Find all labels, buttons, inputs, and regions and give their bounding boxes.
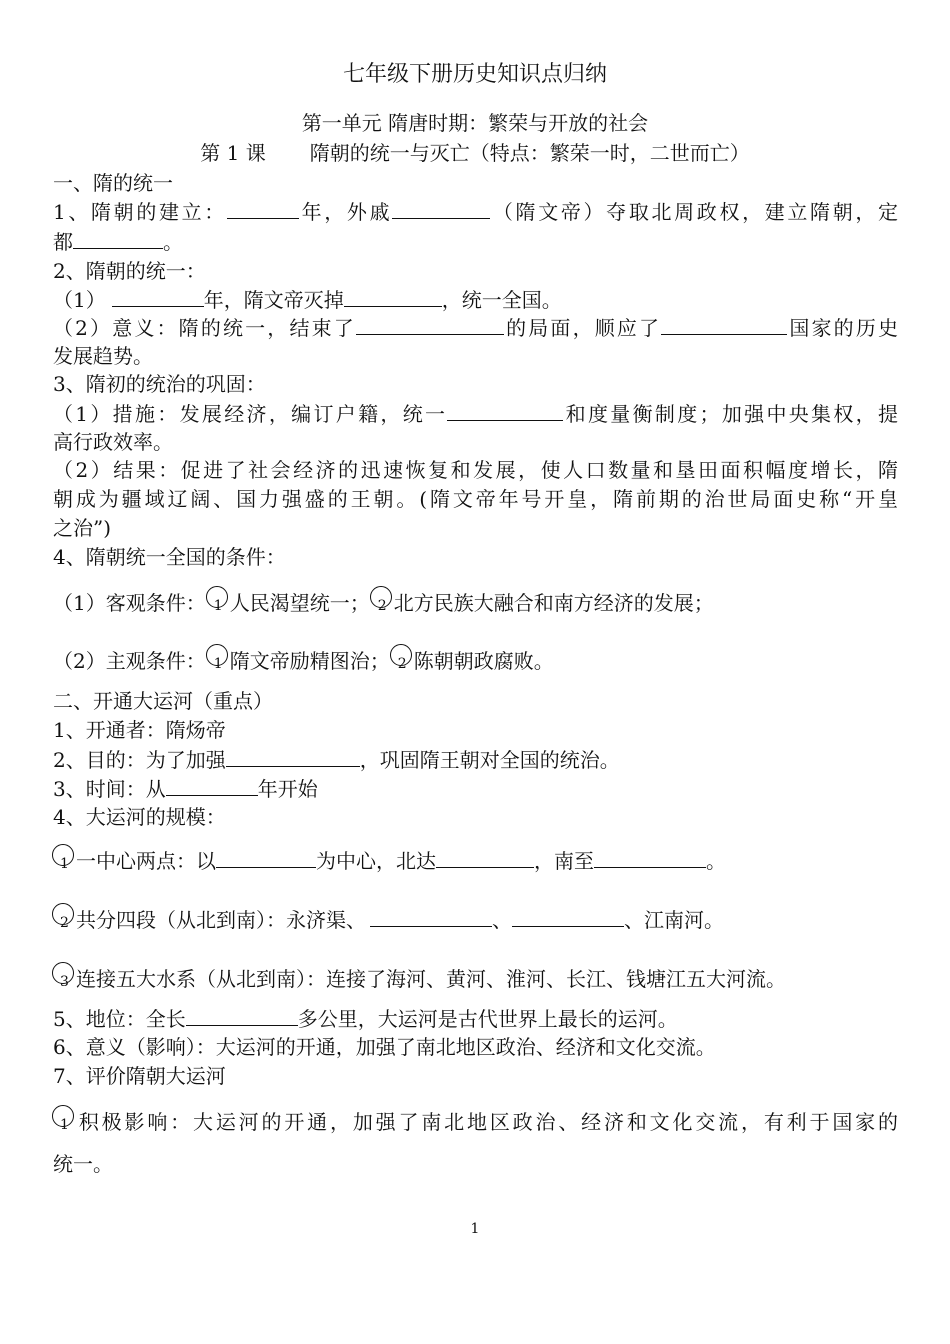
lesson-name: 隋朝的统一与灭亡（特点：繁荣一时，二世而亡）: [309, 141, 750, 165]
circled-number-icon: 2: [52, 903, 76, 933]
circled-number-icon: 1: [206, 586, 230, 616]
item-2-6: 6、意义（影响）：大运河的开通，加强了南北地区政治、经济和文化交流。: [53, 1035, 716, 1059]
fill-blank[interactable]: [661, 314, 787, 335]
item-1-3-2: （2）结果：促进了社会经济的迅速恢复和发展，使人口数量和垦田面积幅度增长，隋: [53, 458, 898, 482]
evaluation-point-1: 1 积极影响：大运河的开通，加强了南北地区政治、经济和文化交流，有利于国家的: [52, 1105, 898, 1135]
item-2-7: 7、评价隋朝大运河: [53, 1064, 226, 1088]
item-1-3: 3、隋初的统治的巩固：: [53, 372, 266, 396]
circled-number-icon: 1: [52, 1105, 76, 1135]
fill-blank[interactable]: [392, 198, 490, 219]
fill-blank[interactable]: [594, 847, 706, 868]
section-1-heading: 一、隋的统一: [53, 171, 173, 195]
item-1-2-2-cont: 发展趋势。: [53, 344, 153, 368]
page-number: 1: [470, 1221, 480, 1237]
circled-number-icon: 1: [52, 844, 76, 874]
fill-blank[interactable]: [227, 198, 299, 219]
item-1-3-1: （1）措施：发展经济，编订户籍，统一 和度量衡制度；加强中央集权，提: [53, 402, 898, 426]
document-title: 七年级下册历史知识点归纳: [342, 62, 607, 87]
fill-blank[interactable]: [73, 228, 163, 249]
item-1-4: 4、隋朝统一全国的条件：: [53, 545, 286, 569]
item-2-1: 1、开通者：隋炀帝: [53, 718, 226, 742]
section-2-heading: 二、开通大运河（重点）: [53, 689, 273, 713]
item-2-2: 2、目的：为了加强 ，巩固隋王朝对全国的统治。: [53, 748, 620, 772]
lesson-number: 第 1 课: [200, 141, 266, 165]
item-1-2-2: （2）意义：隋的统一，结束了 的局面，顺应了 国家的历史: [53, 316, 898, 340]
item-1-4-2: （2）主观条件： 1 隋文帝励精图治； 2 陈朝朝政腐败。: [53, 644, 898, 674]
item-1-2-1: （1） 年，隋文帝灭掉 ，统一全国。: [53, 288, 562, 312]
canal-point-2: 2 共分四段（从北到南）：永济渠、 、 、江南河。: [52, 903, 898, 933]
item-1-4-1: （1）客观条件： 1 人民渴望统一； 2 北方民族大融合和南方经济的发展；: [53, 586, 898, 616]
fill-blank[interactable]: [112, 286, 204, 307]
circled-number-icon: 2: [390, 644, 414, 674]
item-1-3-2-cont2: 之治”): [53, 516, 112, 540]
fill-blank[interactable]: [216, 847, 316, 868]
circled-number-icon: 3: [52, 962, 76, 992]
fill-blank[interactable]: [186, 1005, 298, 1026]
fill-blank[interactable]: [166, 775, 258, 796]
item-1-1: 1、隋朝的建立： 年，外戚 （隋文帝）夺取北周政权，建立隋朝，定: [53, 200, 899, 224]
item-2-5: 5、地位：全长 多公里，大运河是古代世界上最长的运河。: [53, 1007, 678, 1031]
item-1-2: 2、隋朝的统一：: [53, 259, 206, 283]
canal-point-3: 3 连接五大水系（从北到南）：连接了海河、黄河、淮河、长江、钱塘江五大河流。: [52, 962, 898, 992]
item-1-3-2-cont1: 朝成为疆域辽阔、国力强盛的王朝。(隋文帝年号开皇，隋前期的治世局面史称“开皇: [53, 487, 898, 511]
circled-number-icon: 1: [206, 644, 230, 674]
fill-blank[interactable]: [356, 314, 504, 335]
unit-heading: 第一单元 隋唐时期：繁荣与开放的社会: [301, 111, 649, 135]
item-2-4: 4、大运河的规模：: [53, 805, 226, 829]
lesson-heading: [0, 140, 950, 166]
fill-blank[interactable]: [370, 906, 492, 927]
circled-number-icon: 2: [370, 586, 394, 616]
fill-blank[interactable]: [447, 400, 563, 421]
item-1-3-1-cont: 高行政效率。: [53, 430, 173, 454]
fill-blank[interactable]: [226, 746, 360, 767]
evaluation-point-1-cont: 统一。: [53, 1152, 113, 1176]
fill-blank[interactable]: [344, 286, 442, 307]
item-1-1-cont: 都 。: [53, 230, 183, 254]
item-2-3: 3、时间：从 年开始: [53, 777, 318, 801]
canal-point-1: 1 一中心两点：以 为中心，北达 ，南至 。: [52, 844, 898, 874]
fill-blank[interactable]: [512, 906, 624, 927]
fill-blank[interactable]: [436, 847, 534, 868]
